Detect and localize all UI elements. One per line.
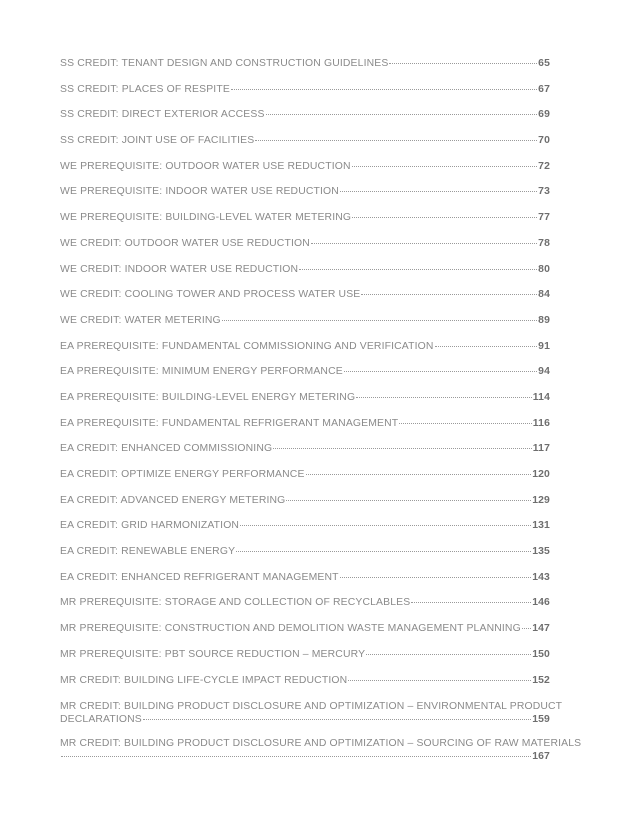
toc-entry-title: MR CREDIT: BUILDING PRODUCT DISCLOSURE AND OPTIMIZATION – ENVIRONMENTAL PRODUCT (60, 701, 563, 713)
dot-leader (344, 371, 537, 372)
toc-entry[interactable] (60, 495, 550, 521)
toc-entry[interactable] (60, 597, 550, 623)
toc-entry-title: WE PREREQUISITE: OUTDOOR WATER USE REDUCTION (60, 160, 351, 172)
toc-entry-page: 70 (538, 135, 550, 147)
toc-entry-title: EA CREDIT: GRID HARMONIZATION (60, 520, 240, 532)
toc-entry[interactable] (60, 84, 550, 110)
toc-entry-title: MR PREREQUISITE: CONSTRUCTION AND DEMOLITION WASTE MANAGEMENT PLANNING (60, 623, 521, 635)
toc-entry-page: 77 (538, 212, 550, 224)
toc-entry-page: 147 (532, 623, 550, 635)
toc-entry[interactable] (60, 135, 550, 161)
toc-entry[interactable] (60, 392, 550, 418)
dot-leader (352, 166, 538, 167)
toc-entry-title: EA PREREQUISITE: FUNDAMENTAL COMMISSIONING AND VERIFICATION (60, 340, 434, 352)
toc-entry-page: 80 (538, 263, 550, 275)
dot-leader (266, 114, 538, 115)
toc-entry-title: MR CREDIT: BUILDING PRODUCT DISCLOSURE AND OPTIMIZATION – SOURCING OF RAW MATERIALS (60, 738, 582, 750)
toc-entry-title: WE PREREQUISITE: INDOOR WATER USE REDUCTION (60, 186, 339, 198)
toc-entry-title: WE CREDIT: COOLING TOWER AND PROCESS WATER USE (60, 289, 361, 301)
toc-entry-page: 120 (532, 469, 550, 480)
toc-entry-page: 94 (538, 366, 550, 378)
toc-entry-title: SS CREDIT: TENANT DESIGN AND CONSTRUCTION GUIDELINES (60, 58, 389, 69)
toc-entry[interactable] (60, 649, 550, 675)
dot-leader (348, 680, 531, 681)
dot-leader (356, 397, 532, 398)
toc-entry-page: 131 (532, 520, 550, 532)
toc-entry-title: EA PREREQUISITE: BUILDING-LEVEL ENERGY METERING (60, 391, 356, 403)
toc-entry[interactable] (60, 675, 550, 701)
dot-leader (306, 474, 532, 475)
toc-entry-title: MR PREREQUISITE: PBT SOURCE REDUCTION – MERCURY (60, 648, 366, 660)
toc-entry-page: 135 (532, 546, 550, 558)
toc-entry-title: WE PREREQUISITE: BUILDING-LEVEL WATER METERING (60, 212, 352, 224)
dot-leader (231, 89, 537, 90)
toc-entry-title: WE CREDIT: OUTDOOR WATER USE REDUCTION (60, 237, 310, 249)
dot-leader (61, 756, 531, 757)
toc-entry[interactable] (60, 366, 550, 392)
toc-entry[interactable] (60, 341, 550, 367)
toc-entry[interactable] (60, 469, 550, 495)
toc-entry[interactable] (60, 520, 550, 546)
toc-entry-title-continued: DECLARATIONS (60, 714, 142, 726)
toc-entry[interactable] (60, 315, 550, 341)
toc-entry-page: 159 (532, 714, 550, 726)
dot-leader (435, 346, 538, 347)
toc-entry-title: EA CREDIT: RENEWABLE ENERGY (60, 546, 236, 558)
toc-entry-title: EA CREDIT: ENHANCED COMMISSIONING (60, 443, 273, 455)
toc-entry-page: 167 (532, 751, 550, 763)
dot-leader (522, 628, 531, 629)
toc-entry[interactable] (60, 161, 550, 187)
toc-entry-page: 78 (538, 237, 550, 249)
toc-entry[interactable] (60, 238, 550, 264)
dot-leader (299, 269, 537, 270)
dot-leader (361, 294, 537, 295)
dot-leader (236, 551, 531, 552)
toc-entry-title: EA CREDIT: ENHANCED REFRIGERANT MANAGEMENT (60, 571, 339, 583)
toc-entry[interactable] (60, 418, 550, 444)
toc-entry-title: EA CREDIT: ADVANCED ENERGY METERING (60, 494, 286, 506)
toc-entry-page: 84 (538, 289, 550, 301)
toc-entry[interactable] (60, 109, 550, 135)
toc-entry-title: WE CREDIT: WATER METERING (60, 314, 221, 326)
toc-entry-page: 89 (538, 314, 550, 326)
toc-entry[interactable] (60, 546, 550, 572)
dot-leader (366, 654, 531, 655)
dot-leader (411, 602, 531, 603)
toc-entry-page: 116 (532, 417, 550, 429)
toc-entry-page: 72 (538, 160, 550, 172)
toc-entry-page: 146 (532, 597, 550, 609)
toc-entry-title: SS CREDIT: DIRECT EXTERIOR ACCESS (60, 109, 265, 121)
toc-entry[interactable] (60, 186, 550, 212)
toc-entry-page: 129 (532, 494, 550, 506)
toc-entry[interactable] (60, 572, 550, 598)
toc-entry[interactable] (60, 443, 550, 469)
toc-entry-title: SS CREDIT: PLACES OF RESPITE (60, 83, 230, 95)
dot-leader (143, 719, 531, 720)
toc-entry-page: 117 (532, 443, 550, 455)
toc-entry-page: 65 (538, 58, 550, 69)
toc-entry-title: EA PREREQUISITE: FUNDAMENTAL REFRIGERANT MANAGEMENT (60, 417, 399, 429)
toc-entry-title: EA CREDIT: OPTIMIZE ENERGY PERFORMANCE (60, 469, 305, 480)
toc-entry-page: 150 (532, 648, 550, 660)
toc-entry-title: EA PREREQUISITE: MINIMUM ENERGY PERFORMANCE (60, 366, 343, 378)
dot-leader (399, 423, 532, 424)
dot-leader (340, 191, 537, 192)
dot-leader (352, 217, 537, 218)
toc-entry-title: SS CREDIT: JOINT USE OF FACILITIES (60, 135, 255, 147)
toc-entry-page: 69 (538, 109, 550, 121)
toc-entry-page: 114 (532, 391, 550, 403)
toc-entry-page: 91 (538, 340, 550, 352)
dot-leader (340, 577, 532, 578)
toc-entry-title: MR CREDIT: BUILDING LIFE-CYCLE IMPACT REDUCTION (60, 674, 348, 686)
dot-leader (286, 500, 531, 501)
toc-entry-title: MR PREREQUISITE: STORAGE AND COLLECTION OF RECYCLABLES (60, 597, 411, 609)
dot-leader (311, 243, 537, 244)
toc-entry[interactable] (60, 58, 550, 84)
toc-entry-title: WE CREDIT: INDOOR WATER USE REDUCTION (60, 263, 299, 275)
table-of-contents (60, 58, 582, 774)
toc-entry-multiline[interactable] (60, 700, 563, 726)
toc-entry-page: 67 (538, 83, 550, 95)
toc-entry[interactable] (60, 623, 550, 649)
dot-leader (389, 63, 537, 64)
toc-entry[interactable] (60, 212, 550, 238)
dot-leader (240, 525, 531, 526)
dot-leader (222, 320, 537, 321)
toc-entry-page: 152 (532, 674, 550, 686)
toc-entry-page: 73 (538, 186, 550, 198)
toc-entry-multiline[interactable] (60, 737, 582, 763)
toc-entry[interactable] (60, 264, 550, 290)
dot-leader (273, 448, 532, 449)
dot-leader (255, 140, 537, 141)
toc-entry-page: 143 (532, 571, 550, 583)
toc-entry[interactable] (60, 289, 550, 315)
